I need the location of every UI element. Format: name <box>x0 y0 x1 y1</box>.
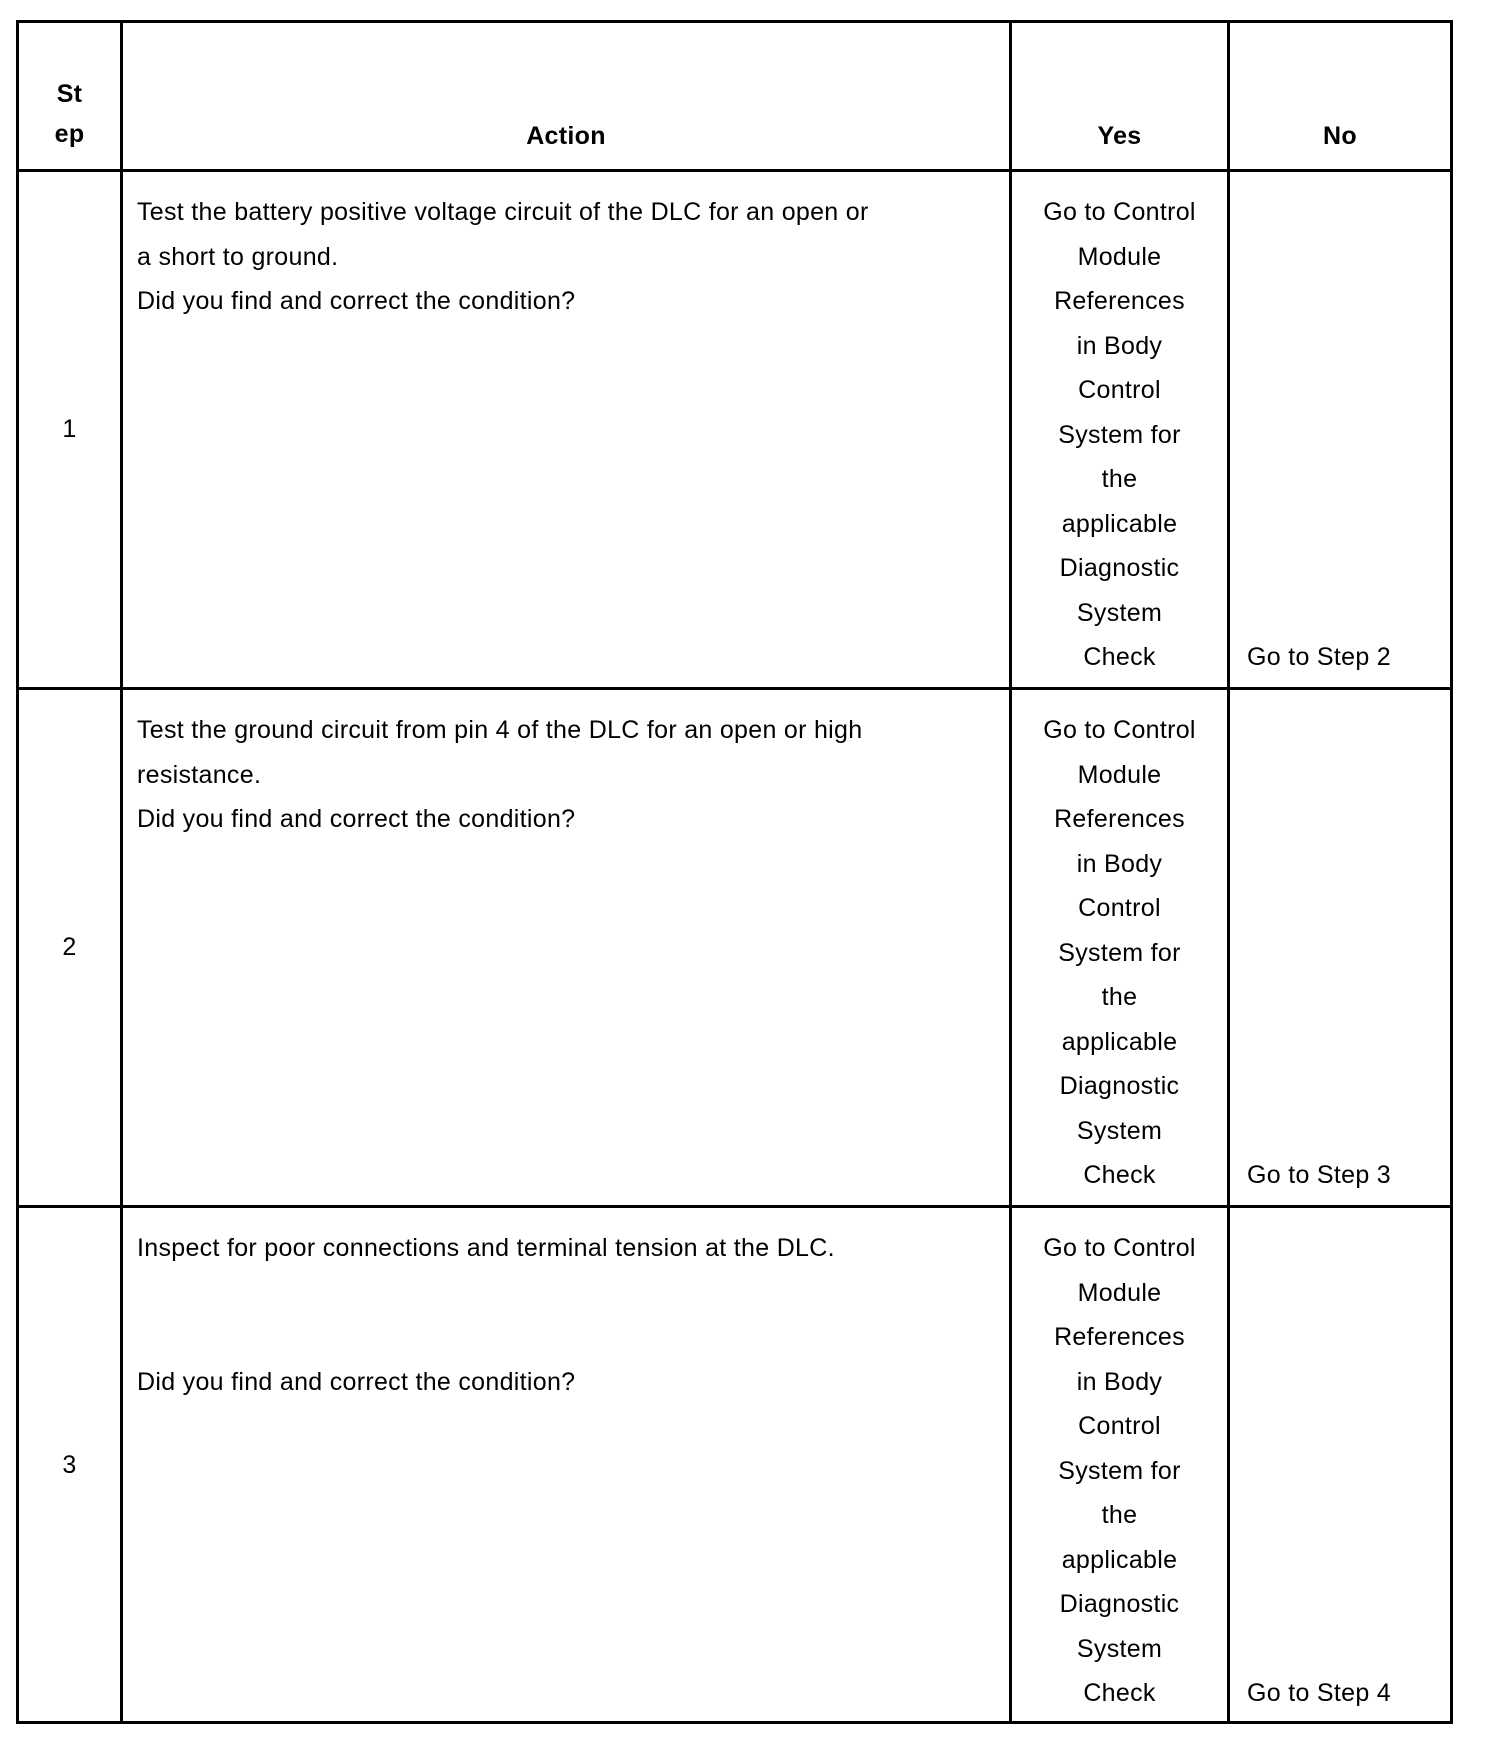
row-1-no: Go to Step 2 <box>1247 643 1391 671</box>
yes-line: the <box>1101 1501 1138 1529</box>
yes-line: System for <box>1058 1456 1181 1485</box>
header-step-line2: ep <box>54 120 85 148</box>
yes-line: Check <box>1083 1679 1156 1707</box>
row-2-step: 2 <box>62 933 77 961</box>
yes-line: applicable <box>1061 509 1178 538</box>
row-divider <box>19 1205 1450 1208</box>
row-3-action: Inspect for poor connections and terminal tension at the DLC. Did you find and correct the condition? <box>137 1234 835 1396</box>
yes-line: Go to Control <box>1043 1234 1196 1262</box>
yes-line: Control <box>1078 894 1161 922</box>
yes-line: Check <box>1083 643 1156 671</box>
column-divider <box>1227 23 1230 1721</box>
row-3-step: 3 <box>62 1451 77 1479</box>
header-yes: Yes <box>1097 122 1142 150</box>
yes-line: Module <box>1077 242 1162 271</box>
yes-line: in Body <box>1076 331 1163 360</box>
row-1-yes <box>1012 190 1227 680</box>
yes-line: References <box>1054 805 1185 833</box>
row-2-yes <box>1012 708 1227 1198</box>
yes-line: Go to Control <box>1043 716 1196 744</box>
yes-line: Module <box>1077 760 1162 789</box>
yes-line: in Body <box>1076 1367 1163 1396</box>
yes-line: applicable <box>1061 1027 1178 1056</box>
diagnostic-table <box>16 20 1453 1724</box>
header-no: No <box>1323 122 1357 150</box>
yes-line: System <box>1076 1634 1163 1663</box>
yes-line: Diagnostic <box>1059 554 1180 582</box>
header-step-line1: St <box>56 80 83 108</box>
row-3-no: Go to Step 4 <box>1247 1679 1391 1707</box>
row-1-step: 1 <box>62 415 77 443</box>
yes-line: Module <box>1077 1278 1162 1307</box>
yes-line: applicable <box>1061 1545 1178 1574</box>
yes-line: System <box>1076 1116 1163 1145</box>
yes-line: Check <box>1083 1161 1156 1189</box>
row-3-yes <box>1012 1226 1227 1716</box>
yes-line: Go to Control <box>1043 198 1196 226</box>
yes-line: System for <box>1058 938 1181 967</box>
yes-line: Diagnostic <box>1059 1590 1180 1618</box>
yes-line: System <box>1076 598 1163 627</box>
yes-line: References <box>1054 1323 1185 1351</box>
row-divider <box>19 687 1450 690</box>
yes-line: Diagnostic <box>1059 1072 1180 1100</box>
yes-line: in Body <box>1076 849 1163 878</box>
row-divider <box>19 169 1450 172</box>
yes-line: System for <box>1058 420 1181 449</box>
yes-line: References <box>1054 287 1185 315</box>
row-2-action: Test the ground circuit from pin 4 of the DLC for an open or high resistance. Did you find and correct the condition? <box>137 716 863 833</box>
header-step <box>19 74 120 154</box>
yes-line: Control <box>1078 1412 1161 1440</box>
yes-line: the <box>1101 465 1138 493</box>
column-divider <box>120 23 123 1721</box>
row-1-action: Test the battery positive voltage circuit of the DLC for an open or a short to ground. Did you find and correct the condition? <box>137 198 869 315</box>
yes-line: the <box>1101 983 1138 1011</box>
yes-line: Control <box>1078 376 1161 404</box>
row-2-no: Go to Step 3 <box>1247 1161 1391 1189</box>
header-action: Action <box>526 122 606 150</box>
